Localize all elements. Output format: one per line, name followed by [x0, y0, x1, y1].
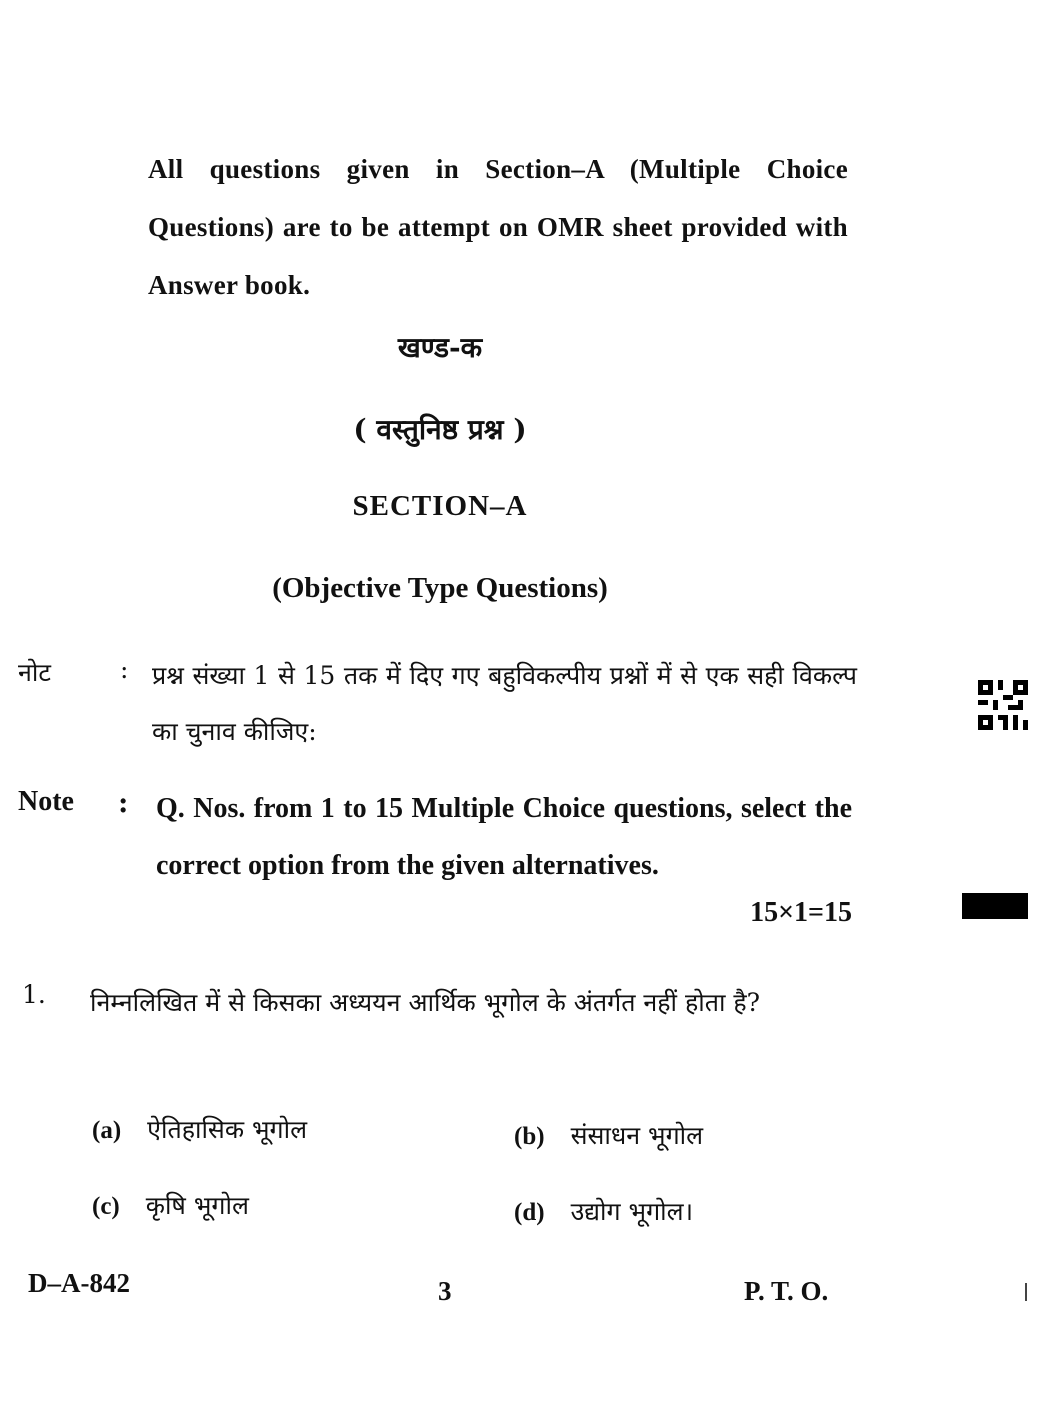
option-b — [514, 1118, 703, 1152]
marks-label: 15×1=15 — [750, 897, 852, 928]
note-text-hindi: प्रश्न संख्या 1 से 15 तक में दिए गए बहुविकल्पीय प्रश्नों में से एक सही विकल्प का चुनाव कीजिए: — [152, 661, 857, 746]
section-title-english: SECTION–A — [352, 490, 528, 522]
question-number: 1. — [22, 980, 46, 1009]
option-text: कृषि भूगोल — [145, 1191, 249, 1220]
note-label-hindi: नोट — [18, 658, 51, 687]
note-colon-english: : — [118, 786, 129, 819]
margin-mark — [1025, 1283, 1027, 1301]
option-text: संसाधन भूगोल — [570, 1121, 704, 1150]
section-title-hindi: खण्ड-क — [397, 331, 483, 364]
option-c — [92, 1188, 249, 1222]
note-label-english: Note — [18, 786, 74, 817]
option-d — [514, 1194, 693, 1228]
option-label: (d) — [514, 1199, 545, 1226]
option-text: ऐतिहासिक भूगोल — [147, 1115, 308, 1144]
page-number: 3 — [438, 1276, 452, 1306]
section-subtitle-hindi: ( वस्तुनिष्ठ प्रश्न ) — [353, 413, 527, 446]
option-label: (c) — [92, 1193, 120, 1220]
note-colon-hindi: : — [120, 655, 129, 684]
option-label: (b) — [514, 1123, 545, 1150]
pto-label: P. T. O. — [744, 1276, 829, 1306]
option-text: उद्योग भूगोल। — [570, 1197, 694, 1226]
question-text: निम्नलिखित में से किसका अध्ययन आर्थिक भूगोल के अंतर्गत नहीं होता है? — [90, 988, 761, 1017]
option-label: (a) — [92, 1117, 122, 1144]
note-text-english: Q. Nos. from 1 to 15 Multiple Choice questions, select the correct option from the given alternatives. — [156, 793, 852, 881]
qr-code-icon — [978, 680, 1028, 730]
redaction-bar — [962, 893, 1028, 919]
option-a — [92, 1112, 307, 1146]
paper-code: D–A-842 — [28, 1268, 130, 1298]
instructions-paragraph: All questions given in Section–A (Multiple Choice Questions) are to be attempt on OMR sheet provided with Answer book. — [148, 154, 848, 300]
section-subtitle-english: (Objective Type Questions) — [272, 572, 608, 604]
